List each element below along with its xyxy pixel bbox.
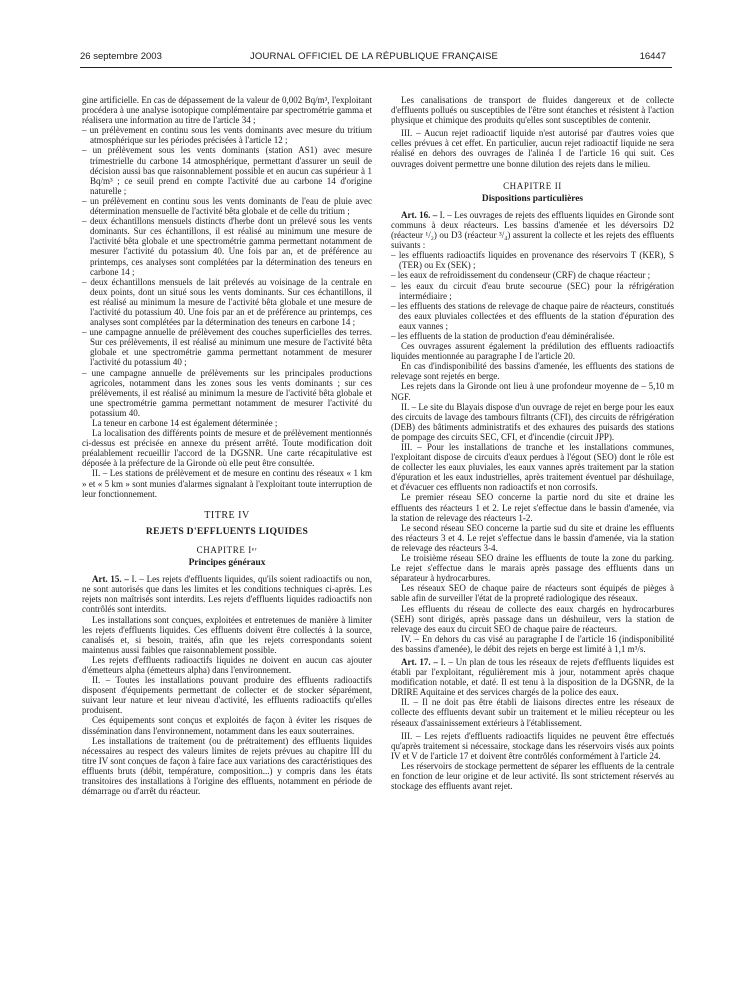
paragraph: Les effluents du réseau de collecte des eaux chargés en hydrocarbures (SEH) sont dirigés, après passage dans un déshuileur, vers la station de relevage des eaux du circuit SEO de chaque paire de réacteurs. [391,603,674,634]
paragraph: IV. – En dehors du cas visé au paragraphe I de l'article 16 (indisponibilité des bassins d'amenée), le débit des rejets en berge est limité à 1,1 m³/s. [391,633,674,654]
list-item: – les eaux de refroidissement du condenseur (CRF) de chaque réacteur ; [391,270,651,281]
article-paragraph [391,657,674,697]
list-item: – deux échantillons mensuels distincts d'herbe dont un prélevé sous les vents dominants. Sur ces échantillons, il est réalisé au minimum une mesure de l'activité bêta globale et une spectrométrie gamma permettant notamment de mesurer l'activité du potassium 40. Une fois par an, et de préférence au printemps, ces analyses sont complétées par la détermination des teneurs en carbone 14 ; [82,216,372,277]
list-item: – les effluents de la station de production d'eau déminéralisée. [391,330,615,341]
paragraph: Le second réseau SEO concerne la partie sud du site et draine les effluents des réacteurs 3 et 4. Le rejet s'effectue dans le bassin d'amenée, via la station de relevage des réacteurs 3-4. [391,522,674,553]
section-title: TITRE IV [204,509,250,521]
article-paragraph [391,210,674,250]
paragraph: Les canalisations de transport de fluides dangereux et de collecte d'effluents pollués ou susceptibles de l'être sont étanches et résistent à l'action physique et chimique des produits qu'elles sont susceptibles de contenir. [391,95,674,126]
list-item: – une campagne annuelle de prélèvements sur les principales productions agricoles, notamment dans les zones sous les vents dominants ; sur ces prélèvements, il est réalisé au minimum la mesure de l'activité bêta globale et une spectrométrie gamma permettant notamment de mesurer l'activité du potassium 40. [82,367,372,418]
list-item: – un prélèvement sous les vents dominants (station AS1) avec mesure trimestrielle du carbone 14 atmosphérique, permettant d'assurer un seuil de décision aussi bas que raisonnablement possible et en aucun cas supérieur à 1 Bq/m³ ; ce seuil prend en compte l'activité due au carbone 14 d'origine naturelle ; [82,145,372,196]
paragraph: Les réseaux SEO de chaque paire de réacteurs sont équipés de pièges à sable afin de surveiller l'état de la propreté radiologique des réseaux. [391,583,674,604]
list-item: – les eaux du circuit d'eau brute secourue (SEC) pour la réfrigération intermédiaire ; [391,280,674,301]
paragraph: II. – Toutes les installations pouvant produire des effluents radioactifs disposent d'équipements permettant de collecter et de stocker séparément, suivant leur nature et leur niveau d'activité, les effluents radioactifs qu'elles produisent. [82,675,372,716]
chapter-subtitle: Principes généraux [188,558,266,569]
paragraph: Les rejets d'effluents radioactifs liquides ne doivent en aucun cas ajouter d'émetteurs alpha (émetteurs alpha) dans l'environnement. [82,654,372,675]
chapter-heading: CHAPITRE Iᵉʳ [196,544,258,555]
paragraph: III. – Pour les installations de tranche et les installations communes, l'exploitant dispose de circuits d'eaux perdues à l'égout (SEO) dont le rôle est de collecter les eaux pluviales, les eaux vannes après traitement par la station d'épuration et les eaux industrielles, après traitement éventuel par déshuilage, et d'évacuer ces effluents non radioactifs et non corrosifs. [391,442,674,493]
article-label: Art. 17. – [401,656,438,667]
paragraph: La teneur en carbone 14 est également déterminée ; [92,418,278,428]
section-heading: REJETS D'EFFLUENTS LIQUIDES [145,525,309,537]
paragraph: Ces ouvrages assurent également la prédilution des effluents radioactifs liquides mentionnée au paragraphe I de l'article 20. [391,341,674,362]
paragraph: Ces équipements sont conçus et exploités de façon à éviter les risques de dissémination dans l'environnement, notamment dans les eaux souterraines. [82,715,372,736]
list-item: – les effluents des stations de relevage de chaque paire de réacteurs, constitués des eaux pluviales collectées et des effluents de la station d'épuration des eaux vannes ; [391,300,674,331]
paragraph: La localisation des différents points de mesure et de prélèvement mentionnés ci-dessus est précisée en annexe du présent arrêté. Toute modification doit préalablement recueillir l'accord de la DGSNR. Une carte récapitulative est déposée à la préfecture de la Gironde où elle peut être consultée. [82,428,372,469]
paragraph: En cas d'indisponibilité des bassins d'amenée, les effluents des stations de relevage sont rejetés en berge. [391,361,674,382]
left-column [82,95,372,796]
header-date: 26 septembre 2003 [80,51,162,62]
chapter-heading: CHAPITRE II [503,180,562,191]
article-paragraph [82,574,372,614]
paragraph: gine artificielle. En cas de dépassement de la valeur de 0,002 Bq/m³, l'exploitant procédera à une analyse isotopique complémentaire par spectrométrie gamma et réalisera une information au titre de l'article 34 ; [82,95,372,126]
list-item: – une campagne annuelle de prélèvement des couches superficielles des terres. Sur ces prélèvements, il est réalisé au minimum une mesure de l'activité bêta globale et une spectrométrie gamma permettant notamment de mesurer l'activité du potassium 40 ; [82,327,372,368]
paragraph: II. – Il ne doit pas être établi de liaisons directes entre les réseaux de collecte des effluents devant subir un traitement et le milieu récepteur ou les réseaux d'assainissement extérieurs à l'établissement. [391,697,674,728]
paragraph: II. – Les stations de prélèvement et de mesure en continu des réseaux « 1 km » et « 5 km » sont munies d'alarmes signalant à l'exploitant toute interruption de leur fonctionnement. [82,468,372,499]
article-text: I. – Les rejets d'effluents liquides, qu'ils soient radioactifs ou non, ne sont autorisés que dans les limites et les conditions techniques ci-après. Les rejets non maîtrisés sont interdits. Les rejets d'effluents liquides radioactifs non contrôlés sont interdits. [82,574,373,615]
article-label: Art. 15. – [92,574,129,585]
paragraph: III. – Aucun rejet radioactif liquide n'est autorisé par d'autres voies que celles prévues à cet effet. En particulier, aucun rejet radioactif liquide ne sera réalisé en dehors des ouvrages de l'alinéa I de l'article 16 qui suit. Ces ouvrages doivent permettre une bonne dilution des rejets dans le milieu. [391,128,674,169]
header-rule [80,67,672,68]
paragraph: Les rejets dans la Gironde ont lieu à une profondeur moyenne de – 5,10 m NGF. [391,381,674,402]
chapter-subtitle: Dispositions particulières [481,193,584,204]
article-label: Art. 16. – [401,209,438,220]
paragraph: Les installations sont conçues, exploitées et entretenues de manière à limiter les rejets d'effluents liquides. Ces effluents doivent être collectés à la source, canalisés et, si besoin, traités, afin que les rejets correspondants soient maintenus aussi faibles que raisonnablement possible. [82,614,372,655]
header-journal-title: JOURNAL OFFICIEL DE LA RÉPUBLIQUE FRANÇAISE [249,51,499,62]
list-item: – les effluents radioactifs liquides en provenance des réservoirs T (KER), S (TER) ou Ex (SEK) ; [391,250,674,271]
right-column [391,95,674,791]
header-page-number: 16447 [639,51,666,62]
list-item: – deux échantillons mensuels de lait prélevés au voisinage de la centrale en deux points, dont un situé sous les vents dominants. Sur ces échantillons, il est réalisé au minimum la mesure de l'activité bêta globale et une mesure de l'activité du potassium 40. Une fois par an et de préférence au printemps, ces analyses sont complétées par la détermination des teneurs en carbone 14 ; [82,276,372,328]
article-text: I. – Un plan de tous les réseaux de rejets d'effluents liquides est établi par l'exploitant, régulièrement mis à jour, notamment après chaque modification notable, et daté. Il est tenu à la disposition de la DGSNR, de la DRIRE Aquitaine et des services chargés de la police des eaux. [391,656,674,698]
paragraph: Les installations de traitement (ou de prétraitement) des effluents liquides nécessaires au respect des valeurs limites de rejets prévues au chapitre III du titre IV sont conçues de façon à faire face aux variations des caractéristiques des effluents bruts (débit, température, composition...) y compris dans les états transitoires des installations à l'origine des effluents, notamment en période de démarrage ou d'arrêt du réacteur. [82,735,372,797]
paragraph: Le premier réseau SEO concerne la partie nord du site et draine les effluents des réacteurs 1 et 2. Le rejet s'effectue dans le bassin d'amenée, via la station de relevage des réacteurs 1-2. [391,492,674,523]
paragraph: Le troisième réseau SEO draine les effluents de toute la zone du parking. Le rejet s'effectue dans le marais après passage des effluents dans un séparateur à hydrocarbures. [391,553,674,584]
paragraph: III. – Les rejets d'effluents radioactifs liquides ne peuvent être effectués qu'après traitement si nécessaire, stockage dans les réservoirs visés aux points IV et V de l'article 17 et doivent être contrôlés conformément à l'article 24. [391,730,674,761]
article-text: I. – Les ouvrages de rejets des effluents liquides en Gironde sont communs à deux réacteurs. Les bassins d'amenée et les déversoirs D2 (réacteur ¹/₂) ou D3 (réacteur ³/₄) assurent la collecte et les rejets des effluents suivants : [391,209,674,251]
list-item: – un prélèvement en continu sous les vents dominants de l'eau de pluie avec détermination mensuelle de l'activité bêta globale et de celle du tritium ; [82,195,372,217]
paragraph: Les réservoirs de stockage permettent de séparer les effluents de la centrale en fonction de leur origine et de leur activité. Ils sont strictement réservés au stockage des effluents avant rejet. [391,760,674,792]
paragraph: II. – Le site du Blayais dispose d'un ouvrage de rejet en berge pour les eaux des circuits de lavage des tambours filtrants (CFI), des circuits de réfrigération (DEB) des bâtiments administratifs et des exhaures des puisards des stations de pompage des circuits SEC, CFI, et d'incendie (circuit JPP). [391,401,674,442]
list-item: – un prélèvement en continu sous les vents dominants avec mesure du tritium atmosphérique sur les périodes précisées à l'article 12 ; [82,125,372,146]
